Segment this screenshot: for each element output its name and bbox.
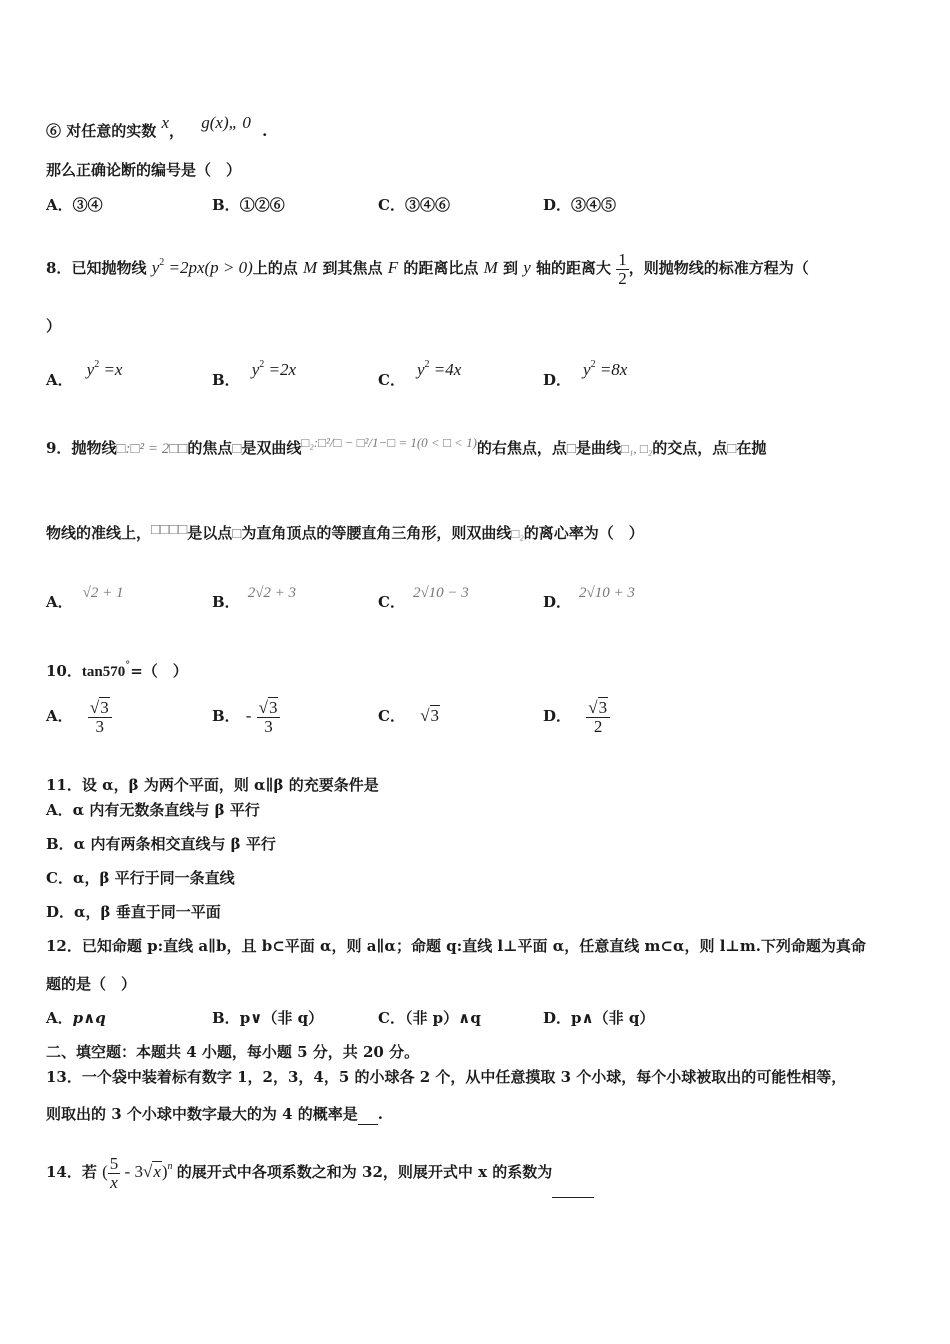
question-14-stem: 14．若 ( $\frac{5}{x}$ - 3√x)$^n$ 的展开式中各项系数之和为 32，则展开式中 x 的系数为 [46, 1142, 594, 1198]
item-6-expr: g(x)„ 0 [201, 113, 251, 132]
item-6-var: x [161, 113, 170, 132]
q11-option-b[interactable]: B．α 内有两条相交直线与 β 平行 [46, 835, 276, 853]
q8-option-a[interactable]: A．$y^2 =x$ [46, 359, 123, 389]
q10-option-c[interactable]: C． √3 [378, 706, 440, 725]
q10-option-d[interactable]: D． $\frac{√3}{2}$ [543, 692, 610, 740]
q7-option-b[interactable]: B．①②⑥ [212, 196, 285, 214]
q13-answer-blank[interactable] [358, 1104, 378, 1125]
q9-option-d[interactable]: D． 2√10 + 3 [543, 585, 635, 611]
q12-option-a[interactable]: A．p∧q [46, 1009, 106, 1027]
question-12-stem: 12．已知命题 p:直线 a∥b，且 b⊂平面 α，则 a∥α；命题 q:直线 l⊥平面 α，任意直线 m⊂α，则 l⊥m.下列命题为真命 [46, 937, 866, 955]
question-13-stem: 13．一个袋中装着标有数字 1，2，3，4，5 的小球各 2 个，从中任意摸取 3 个小球，每个小球被取出的可能性相等， [46, 1068, 847, 1086]
q12-option-b[interactable]: B．p∨（非 q） [212, 1009, 324, 1027]
q9-option-c[interactable]: C． 2√10 − 3 [378, 585, 469, 611]
question-9-stem-line2: 物线的准线上，□□□□是以点□为直角顶点的等腰直角三角形，则双曲线□₂的离心率为（ ） [46, 522, 644, 542]
q14-answer-blank[interactable] [552, 1147, 594, 1198]
q8-parabola-equation: $y^2 =2px(p > 0)$ [151, 257, 253, 277]
question-11-stem: 11．设 α，β 为两个平面，则 α∥β 的充要条件是 [46, 776, 379, 794]
q10-option-a[interactable]: A． $\frac{√3}{3}$ [46, 692, 112, 740]
q7-option-a[interactable]: A．③④ [46, 196, 103, 214]
item-6-line [46, 113, 267, 141]
q9-option-a[interactable]: A． √2 + 1 [46, 585, 124, 611]
section-2-heading: 二、填空题：本题共 4 小题，每小题 5 分，共 20 分。 [46, 1043, 420, 1061]
question-12-stem-line2: 题的是（ ） [46, 975, 137, 993]
q11-option-c[interactable]: C．α，β 平行于同一条直线 [46, 869, 235, 887]
item-6-label: ⑥ 对任意的实数 [46, 122, 157, 140]
q8-option-d[interactable]: D．$y^2 =8x$ [543, 359, 628, 389]
q8-option-b[interactable]: B．$y^2 =2x$ [212, 359, 297, 389]
question-10-stem: 10．tan570°=（ ） [46, 660, 188, 680]
q11-option-a[interactable]: A．α 内有无数条直线与 β 平行 [46, 801, 260, 819]
q12-option-d[interactable]: D．p∧（非 q） [543, 1009, 655, 1027]
q7-option-c[interactable]: C．③④⑥ [378, 196, 450, 214]
question-8-stem: 8．已知抛物线 $y^2 =2px(p > 0)$上的点 M 到其焦点 F 的距离比点 M 到 y 轴的距离大 $\frac{1}{2}$ ，则抛物线的标准方程为（ [46, 249, 809, 288]
q7-option-d[interactable]: D．③④⑤ [543, 196, 617, 214]
q8-fraction-half: $\frac{1}{2}$ [618, 249, 627, 288]
q11-option-d[interactable]: D．α，β 垂直于同一平面 [46, 903, 221, 921]
q8-option-c[interactable]: C．$y^2 =4x$ [378, 359, 462, 389]
question-13-stem-line2: 则取出的 3 个小球中数字最大的为 4 的概率是 . [46, 1105, 383, 1123]
question-9-stem: 9．抛物线□:□² = 2□□的焦点□是双曲线□₂:□²/□ − □²/1−□ = 1(0 < □ < 1)的右焦点，点□是曲线□₁, □₂的交点，点□在抛 [46, 435, 767, 457]
q10-option-b[interactable]: B． - $\frac{√3}{3}$ [212, 692, 280, 740]
q9-option-b[interactable]: B． 2√2 + 3 [212, 585, 297, 611]
q12-option-c[interactable]: C．（非 p）∧q [378, 1009, 481, 1027]
item-6-comma: ， [169, 122, 185, 140]
conclusion-prompt: 那么正确论断的编号是（ ） [46, 161, 242, 179]
q14-expression: ( $\frac{5}{x}$ - 3√x)$^n$ [102, 1153, 173, 1192]
item-6-period: . [262, 122, 268, 140]
q8-close-paren: ） [46, 317, 62, 335]
